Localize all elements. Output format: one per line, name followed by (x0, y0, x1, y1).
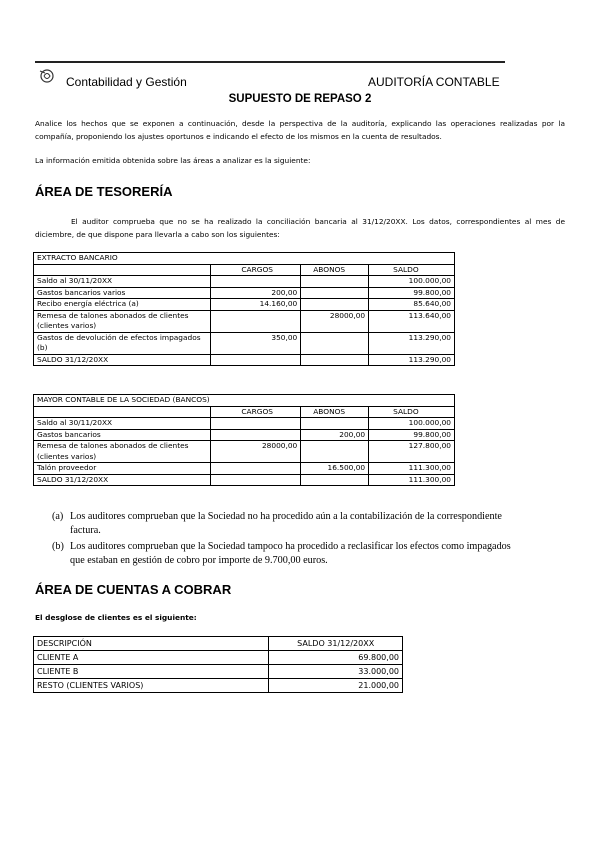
header-org: Contabilidad y Gestión (66, 75, 187, 89)
row-cargos (211, 354, 301, 366)
column-header: SALDO (369, 264, 455, 276)
row-abonos (301, 299, 369, 311)
row-cargos (211, 276, 301, 288)
table-row (34, 418, 455, 430)
row-desc: CLIENTE A (34, 651, 269, 665)
row-saldo: 85.640,00 (369, 299, 455, 311)
row-saldo: 111.300,00 (369, 463, 455, 475)
extracto-table (33, 252, 455, 366)
row-desc: CLIENTE B (34, 665, 269, 679)
page-title: SUPUESTO DE REPASO 2 (228, 93, 372, 105)
table-header-row (34, 264, 455, 276)
row-concept: Remesa de talones abonados de clientes (clientes varios) (34, 310, 211, 332)
table-title-row (34, 395, 455, 407)
table-row (34, 287, 455, 299)
row-concept: Saldo al 30/11/20XX (34, 276, 211, 288)
tesoreria-paragraph: El auditor comprueba que no se ha realizado la conciliación bancaria al 31/12/20XX. Los datos, correspondientes al mes de diciembre, de que dispone para llevarla a cabo son los siguientes: (35, 217, 565, 239)
row-concept: Saldo al 30/11/20XX (34, 418, 211, 430)
header-rule (35, 61, 505, 63)
row-abonos (301, 441, 369, 463)
table-row (34, 474, 455, 486)
clientes-table (33, 636, 403, 693)
table-title: EXTRACTO BANCARIO (34, 253, 455, 265)
row-concept: Recibo energía eléctrica (a) (34, 299, 211, 311)
row-desc: RESTO (CLIENTES VARIOS) (34, 679, 269, 693)
mayor-table (33, 394, 455, 486)
intro-paragraph-2: La información emitida obtenida sobre las áreas a analizar es la siguiente: (35, 156, 311, 165)
row-saldo: 21.000,00 (269, 679, 403, 693)
table-row (34, 441, 455, 463)
table-header-row (34, 637, 403, 651)
table-row (34, 463, 455, 475)
row-saldo: 99.800,00 (369, 429, 455, 441)
table-row (34, 332, 455, 354)
note-text: Los auditores comprueban que la Sociedad tampoco ha procedido a reclasificar los efectos como impagados que estaban en gestión de cobro por importe de 9.700,00 euros. (70, 541, 511, 566)
column-header: CARGOS (211, 264, 301, 276)
row-saldo: 100.000,00 (369, 276, 455, 288)
row-cargos (211, 463, 301, 475)
row-abonos: 16.500,00 (301, 463, 369, 475)
table-title: MAYOR CONTABLE DE LA SOCIEDAD (BANCOS) (34, 395, 455, 407)
row-abonos (301, 332, 369, 354)
column-header: ABONOS (301, 406, 369, 418)
row-abonos: 200,00 (301, 429, 369, 441)
section-heading-tesoreria: ÁREA DE TESORERÍA (35, 184, 173, 199)
row-saldo: 113.290,00 (369, 332, 455, 354)
section-heading-cobrar: ÁREA DE CUENTAS A COBRAR (35, 582, 232, 597)
row-saldo: 127.800,00 (369, 441, 455, 463)
note-label: (a) (52, 511, 64, 522)
intro-paragraph: Analice los hechos que se exponen a continuación, desde la perspectiva de la auditoría, explicando las operaciones realizadas por la compañía, proponiendo los ajustes oportunos e indicando el efecto de los mismos en la cuenta de resultados. (35, 119, 565, 141)
row-abonos (301, 474, 369, 486)
row-cargos (211, 474, 301, 486)
table-row (34, 299, 455, 311)
row-saldo: 113.290,00 (369, 354, 455, 366)
table-title-row (34, 253, 455, 265)
row-saldo: 33.000,00 (269, 665, 403, 679)
row-concept: SALDO 31/12/20XX (34, 354, 211, 366)
table-row (34, 679, 403, 693)
notes-list (52, 510, 522, 570)
row-concept: Gastos de devolución de efectos impagados (b) (34, 332, 211, 354)
column-header: CARGOS (211, 406, 301, 418)
table-row (34, 310, 455, 332)
note-label: (b) (52, 541, 64, 552)
table-row (34, 354, 455, 366)
row-cargos: 28000,00 (211, 441, 301, 463)
row-concept: Gastos bancarios (34, 429, 211, 441)
column-header: SALDO (369, 406, 455, 418)
row-concept: Gastos bancarios varios (34, 287, 211, 299)
row-abonos (301, 276, 369, 288)
note-item (52, 510, 522, 538)
header-subject: AUDITORÍA CONTABLE (368, 75, 500, 89)
column-header: DESCRIPCIÓN (34, 637, 269, 651)
row-concept: Talón proveedor (34, 463, 211, 475)
note-text: Los auditores comprueban que la Sociedad no ha procedido aún a la contabilización de la correspondiente factura. (70, 511, 502, 536)
row-abonos (301, 287, 369, 299)
row-concept: SALDO 31/12/20XX (34, 474, 211, 486)
row-saldo: 69.800,00 (269, 651, 403, 665)
row-cargos: 200,00 (211, 287, 301, 299)
column-header: SALDO 31/12/20XX (269, 637, 403, 651)
row-cargos (211, 418, 301, 430)
row-saldo: 99.800,00 (369, 287, 455, 299)
table-row (34, 651, 403, 665)
row-saldo: 111.300,00 (369, 474, 455, 486)
row-saldo: 100.000,00 (369, 418, 455, 430)
table-row (34, 276, 455, 288)
row-abonos (301, 354, 369, 366)
table-row (34, 665, 403, 679)
table-row (34, 429, 455, 441)
row-cargos (211, 429, 301, 441)
row-abonos (301, 418, 369, 430)
row-cargos (211, 310, 301, 332)
note-item (52, 540, 522, 568)
cobrar-paragraph: El desglose de clientes es el siguiente: (35, 613, 197, 622)
table-header-row (34, 406, 455, 418)
row-abonos: 28000,00 (301, 310, 369, 332)
row-cargos: 14.160,00 (211, 299, 301, 311)
column-header: ABONOS (301, 264, 369, 276)
row-concept: Remesa de talones abonados de clientes (clientes varios) (34, 441, 211, 463)
row-saldo: 113.640,00 (369, 310, 455, 332)
logo-icon (38, 68, 56, 84)
row-cargos: 350,00 (211, 332, 301, 354)
